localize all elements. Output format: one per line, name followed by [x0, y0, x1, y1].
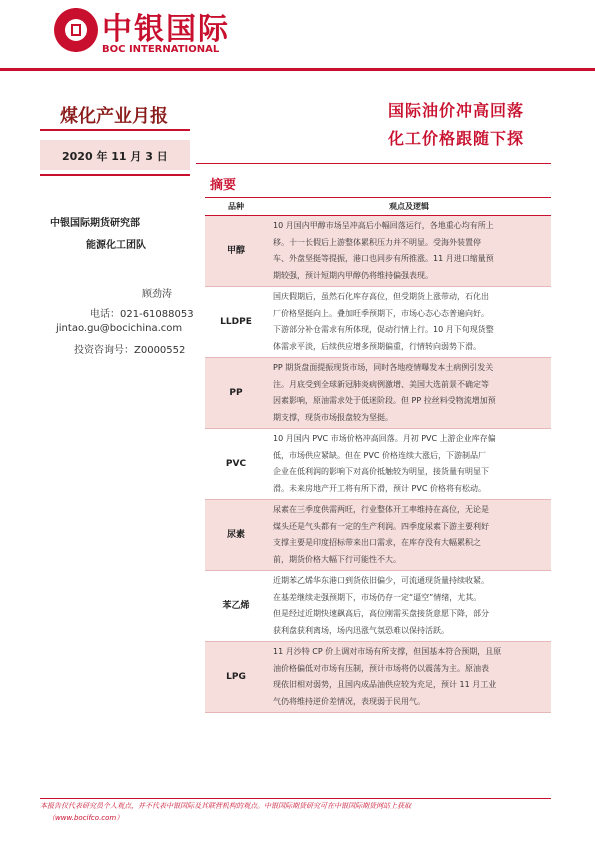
- viewpoint-line: 现依旧相对弱势，且国内成品油供应较为充足，预计 11 月工业: [273, 680, 497, 689]
- column-header-view: 观点及逻辑: [267, 198, 551, 216]
- report-date: 2020 年 11 月 3 日: [62, 150, 168, 163]
- analyst-name: 顾劲涛: [142, 289, 172, 300]
- row-viewpoint: [267, 429, 551, 500]
- sidebar-rule-top: [40, 129, 190, 131]
- website-link[interactable]: （www.bocifco.com）: [48, 814, 124, 822]
- viewpoint-line: 企业在低利润的影响下对高价抵触较为明显，接货量有明显下: [273, 467, 489, 476]
- viewpoint-line: 期支撑，现货市场报盘较为坚挺。: [273, 412, 393, 422]
- viewpoint-line: PP 期货盘面提振现货市场，同时各地疫情曝发本土病例引发关: [273, 363, 494, 372]
- table-row: [205, 358, 551, 429]
- logo-square: [71, 24, 81, 36]
- row-category: LLDPE: [205, 287, 267, 358]
- row-category: 甲醇: [205, 216, 267, 287]
- row-category: PVC: [205, 429, 267, 500]
- analyst-license: 投资咨询号：Z0000552: [74, 345, 186, 356]
- viewpoint-line: 10 月国内甲醇市场呈冲高后小幅回落运行，各地重心均有所上: [273, 221, 494, 230]
- viewpoint-line: 11 月沙特 CP 价上调对市场有所支撑，但国基本符合预期，且原: [273, 647, 502, 656]
- viewpoint-line: 在基差继续走强预期下，市场仍存一定“逼空”情绪，尤其。: [273, 592, 482, 602]
- row-viewpoint: [267, 571, 551, 642]
- report-type: 煤化产业月报: [60, 106, 168, 127]
- viewpoint-line: 油价格偏低对市场有压制，预计市场将仍以震荡为主。原油表: [273, 663, 489, 673]
- title-rule: [196, 163, 551, 164]
- viewpoint-line: 但是经过近期快速飙高后，高位刚需买盘接货意愿下降，部分: [273, 609, 489, 618]
- row-viewpoint: [267, 216, 551, 287]
- report-title-line1: 国际油价冲高回落: [388, 101, 525, 120]
- sidebar-rule-bottom: [40, 174, 190, 176]
- viewpoint-line: 低，市场供应紧缺。但在 PVC 价格连续大涨后，下游制品厂: [273, 450, 486, 460]
- row-category: PP: [205, 358, 267, 429]
- viewpoint-line: 气仍将维持逆价差情况，表现弱于民用气。: [273, 696, 425, 706]
- viewpoint-line: 支撑主要是印度招标带来出口需求，在库存没有大幅累积之: [273, 538, 481, 547]
- table-row: [205, 429, 551, 500]
- viewpoint-line: 因素影响，原油需求处于低迷阶段。但 PP 拉丝料受物流增加预: [273, 396, 496, 405]
- viewpoint-line: 煤头还是气头都有一定的生产利润。四季度尿素下游主要利好: [273, 521, 489, 531]
- analyst-phone: 电话：021-61088053: [90, 309, 194, 320]
- viewpoint-line: 注。月底受到全球新冠肺炎病例激增、美国大选前景不确定等: [273, 379, 489, 389]
- row-category: 尿素: [205, 500, 267, 571]
- viewpoint-line: 10 月国内 PVC 市场价格冲高回落。月初 PVC 上游企业库存偏: [273, 434, 496, 443]
- row-category: 苯乙烯: [205, 571, 267, 642]
- brand-name-cn: 中银国际: [102, 12, 230, 47]
- brand-name-en: BOC INTERNATIONAL: [102, 44, 220, 55]
- row-viewpoint: [267, 500, 551, 571]
- viewpoint-line: 下游部分补仓需求有所体现，促动行情上行。10 月下旬现货整: [273, 325, 494, 334]
- viewpoint-line: 体需求平淡，后续供应增多预期偏重，行情转向弱势下滑。: [273, 341, 481, 351]
- table-row: [205, 287, 551, 358]
- viewpoint-line: 移。十一长假后上游整体累积压力并不明显。受海外装置停: [273, 237, 481, 247]
- logo-inner-ring: [65, 19, 87, 41]
- team: 能源化工团队: [86, 240, 146, 251]
- viewpoint-line: 国庆假期后，虽然石化库存高位，但受期货上涨带动，石化出: [273, 292, 489, 301]
- viewpoint-line: 车、外盘坚挺等提振，港口也同步有所推涨。11 月进口缩量预: [273, 254, 494, 263]
- report-title-line2: 化工价格跟随下探: [388, 129, 525, 148]
- table-row: [205, 642, 551, 713]
- row-viewpoint: [267, 358, 551, 429]
- table-row: [205, 500, 551, 571]
- department: 中银国际期货研究部: [50, 218, 140, 229]
- column-header-category: 品种: [205, 198, 267, 216]
- viewpoint-line: 前，期货价格大幅下行可能性不大。: [273, 554, 401, 564]
- table-row: [205, 216, 551, 287]
- footer-rule: [40, 798, 551, 799]
- analyst-email[interactable]: jintao.gu@bocichina.com: [56, 323, 183, 334]
- viewpoint-line: 近期苯乙烯华东港口到货依旧偏少，可流通现货量持续收紧。: [273, 576, 489, 585]
- row-category: LPG: [205, 642, 267, 713]
- header-rule: [0, 68, 595, 71]
- viewpoint-line: 获利盘获利离场，场内迅涨气氛恐难以保持活跃。: [273, 625, 449, 635]
- viewpoint-line: 期较强，预计短期内甲醇仍将维持偏强表现。: [273, 270, 433, 280]
- table-row: [205, 571, 551, 642]
- row-viewpoint: [267, 642, 551, 713]
- table-header-row: [205, 198, 551, 216]
- viewpoint-line: 尿素在三季度供需两旺，行业整体开工率维持在高位，无论是: [273, 505, 489, 514]
- row-viewpoint: [267, 287, 551, 358]
- abstract-table: [205, 197, 551, 713]
- viewpoint-line: 厂价格坚挺向上。叠加旺季预期下，市场心态心态普遍向好。: [273, 308, 489, 318]
- abstract-heading: 摘要: [210, 178, 237, 193]
- abstract-table-body: [205, 216, 551, 713]
- viewpoint-line: 滑。未来房地产开工将有所下滑，预计 PVC 价格将有松动。: [273, 483, 486, 493]
- disclaimer: 本报告仅代表研究员个人观点，并不代表中银国际及其联营机构的观点。中银国际期货研究可在中银国际期货网站上获取: [40, 802, 411, 810]
- boc-logo-icon: [54, 8, 98, 52]
